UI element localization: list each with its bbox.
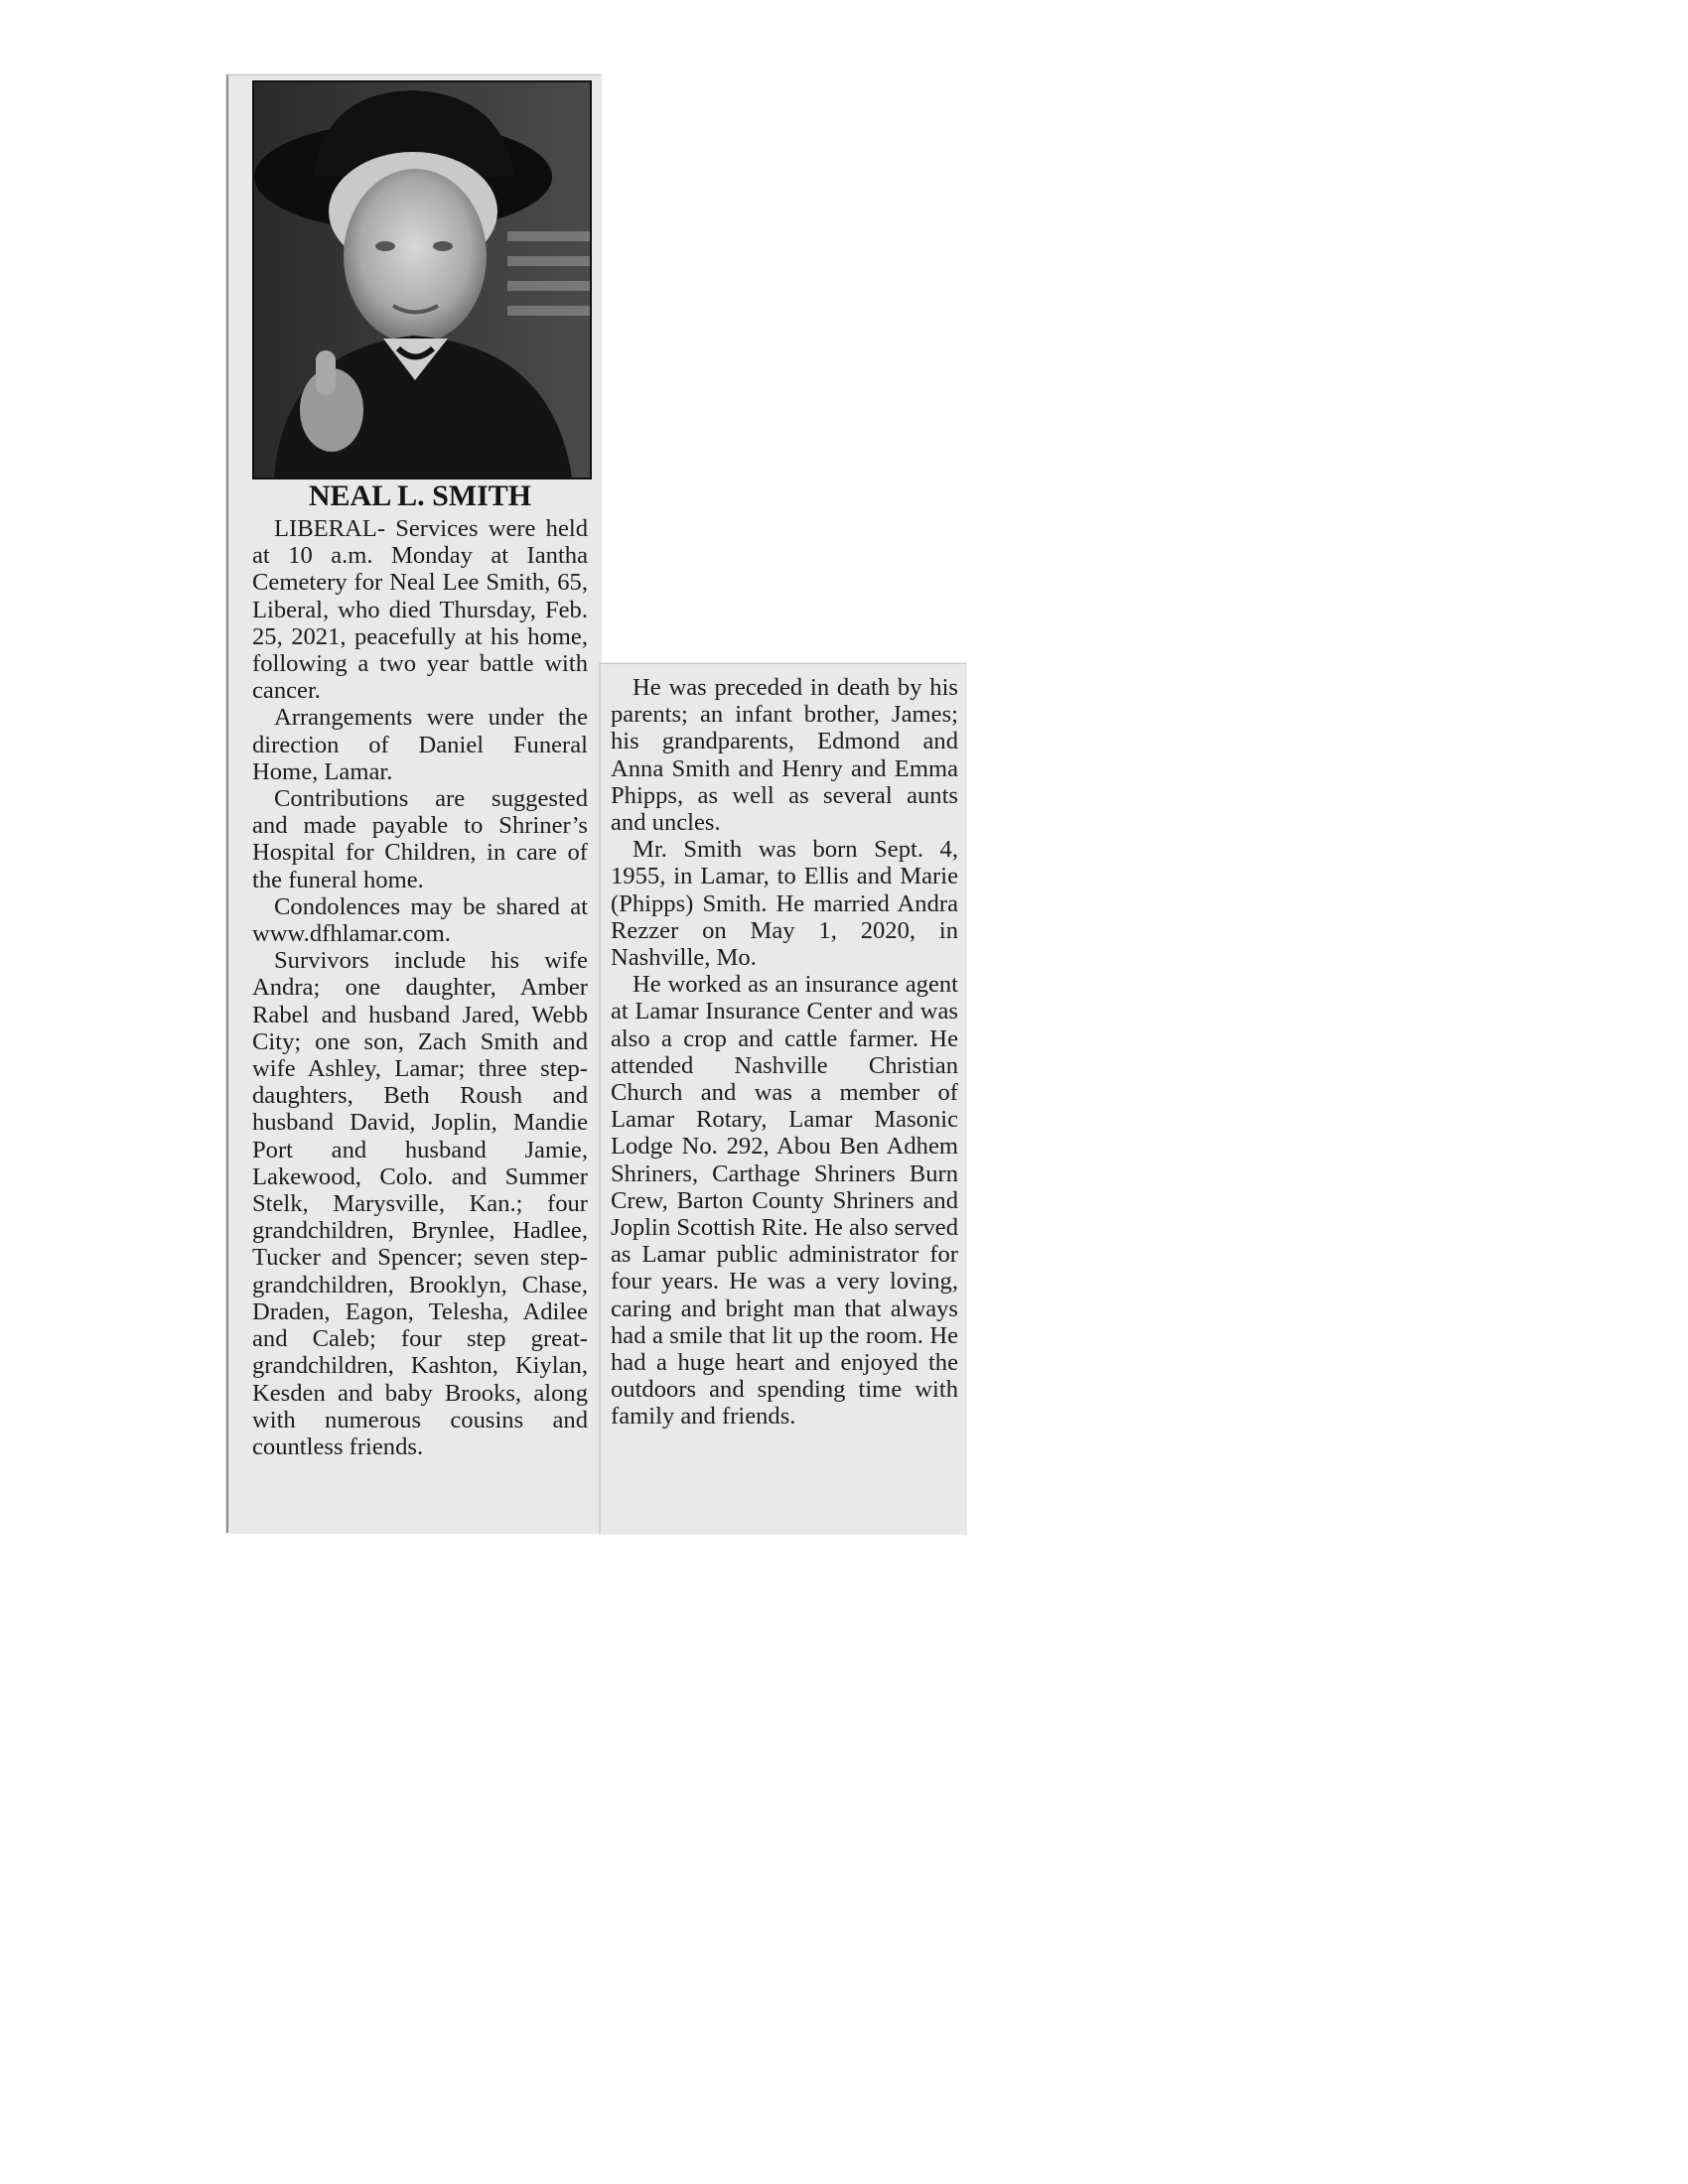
paragraph-born: Mr. Smith was born Sept. 4, 1955, in Lamar, to Ellis and Marie (Phipps) Smith. He married Andra Rezzer on May 1, 2020, in Nashville, Mo. bbox=[611, 836, 958, 972]
obituary-left-text bbox=[252, 515, 588, 1460]
paragraph-arrangements: Arrangements were under the direction of Daniel Funeral Home, Lamar. bbox=[252, 704, 588, 785]
obituary-right-text bbox=[611, 674, 958, 1431]
paragraph-contributions: Contributions are suggested and made payable to Shriner’s Hospital for Children, in care of the funeral home. bbox=[252, 785, 588, 893]
obituary-name-heading: NEAL L. SMITH bbox=[308, 479, 532, 512]
clipping-left-column bbox=[226, 74, 601, 1533]
paragraph-preceded: He was preceded in death by his parents; an infant brother, James; his grandparents, Edmond and Anna Smith and Henry and Emma Phipps, as well as several aunts and uncles. bbox=[611, 674, 958, 837]
clipping-right-column bbox=[600, 663, 966, 1534]
paragraph-survivors: Survivors include his wife Andra; one daughter, Amber Rabel and husband Jared, Webb City; one son, Zach Smith and wife Ashley, Lamar; three step-daughters, Beth Roush and husband David, Joplin, Mandie Port and husband Jamie, Lakewood, Colo. and Summer Stelk, Marysville, Kan.; four grandchildren, Brynlee, Hadlee, Tucker and Spencer; seven step-grandchildren, Brooklyn, Chase, Draden, Eagon, Telesha, Adilee and Caleb; four step great-grandchildren, Kashton, Kiylan, Kesden and baby Brooks, along with numerous cousins and countless friends. bbox=[252, 947, 588, 1460]
paragraph-services: LIBERAL- Services were held at 10 a.m. Monday at Iantha Cemetery for Neal Lee Smith, 65, Liberal, who died Thursday, Feb. 25, 2021, peacefully at his home, following a two year battle with cancer. bbox=[252, 515, 588, 705]
paragraph-condolences: Condolences may be shared at www.dfhlamar.com. bbox=[252, 892, 588, 948]
paragraph-career: He worked as an insurance agent at Lamar Insurance Center and was also a crop and cattle farmer. He attended Nashville Christian Church and was a member of Lamar Rotary, Lamar Masonic Lodge No. 292, Abou Ben Adhem Shriners, Carthage Shriners Burn Crew, Barton County Shriners and Joplin Scottish Rite. He also served as Lamar public administrator for four years. He was a very loving, caring and bright man that always had a smile that lit up the room. He had a huge heart and enjoyed the outdoors and spending time with family and friends. bbox=[611, 971, 958, 1431]
portrait-photo-icon bbox=[252, 80, 592, 479]
